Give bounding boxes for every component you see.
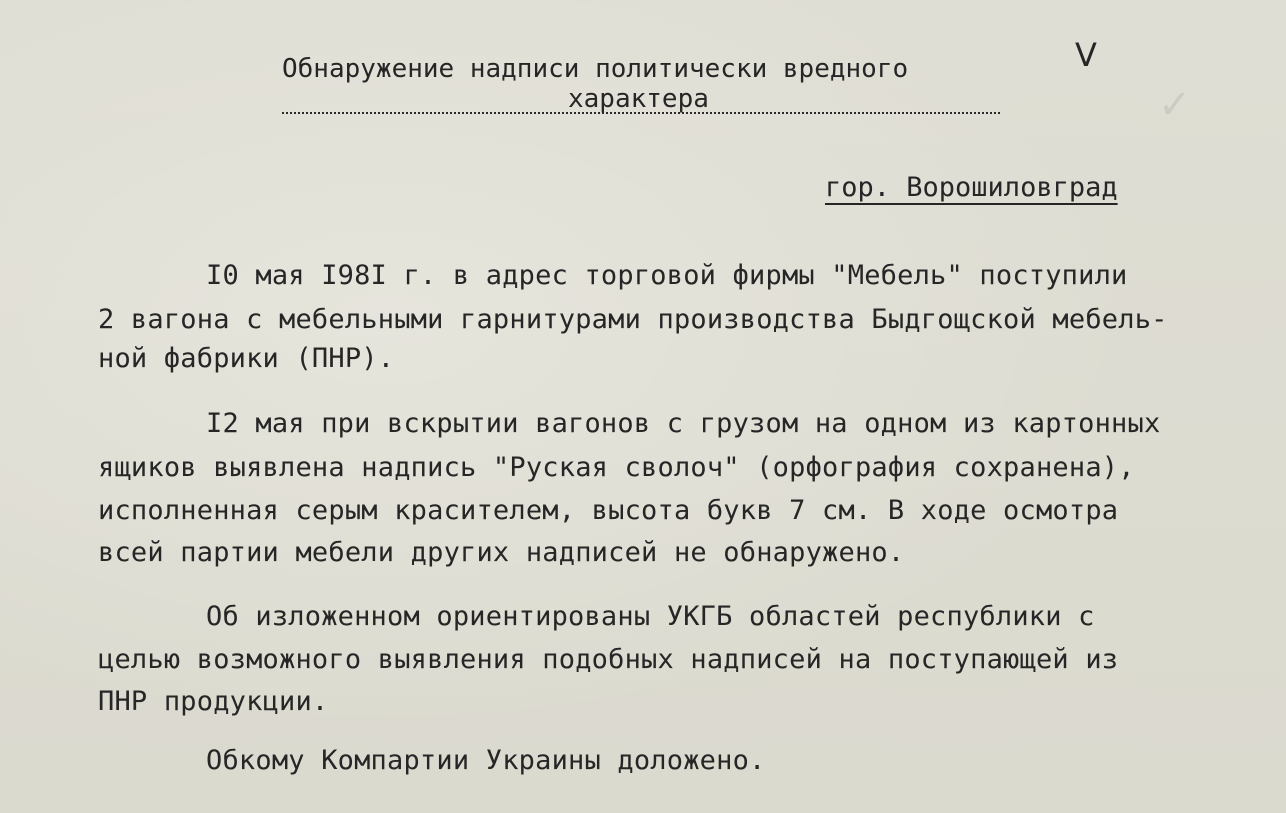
paragraph-1-line-2: 2 вагона с мебельными гарнитурами производства Быдгощской мебель- bbox=[98, 304, 1168, 335]
margin-mark: V bbox=[1075, 36, 1097, 74]
paragraph-3-line-2: целью возможного выявления подобных надписей на поступающей из bbox=[98, 644, 1119, 675]
title-underline bbox=[282, 112, 1000, 114]
paragraph-3-line-3: ПНР продукции. bbox=[98, 686, 329, 717]
paragraph-2-line-2: ящиков выявлена надпись "Руская сволоч" (орфография сохранена), bbox=[98, 452, 1135, 483]
paragraph-4-line-1: Обкому Компартии Украины доложено. bbox=[206, 745, 766, 776]
document-title-line-1: Обнаружение надписи политически вредного bbox=[282, 54, 909, 84]
paragraph-1-line-1: I0 мая I98I г. в адрес торговой фирмы "Мебель" поступили bbox=[206, 260, 1128, 291]
city-line: гор. Ворошиловград bbox=[825, 172, 1118, 203]
paragraph-2-line-4: всей партии мебели других надписей не обнаружено. bbox=[98, 537, 905, 568]
paragraph-1-line-3: ной фабрики (ПНР). bbox=[98, 343, 395, 374]
paragraph-2-line-1: I2 мая при вскрытии вагонов с грузом на одном из картонных bbox=[206, 408, 1161, 439]
paragraph-3-line-1: Об изложенном ориентированы УКГБ областей республики с bbox=[206, 601, 1095, 632]
document-title-line-2: характера bbox=[568, 84, 709, 114]
paragraph-2-line-3: исполненная серым красителем, высота букв 7 см. В ходе осмотра bbox=[98, 495, 1119, 526]
bleed-check-mark: ✓ bbox=[1158, 82, 1192, 128]
